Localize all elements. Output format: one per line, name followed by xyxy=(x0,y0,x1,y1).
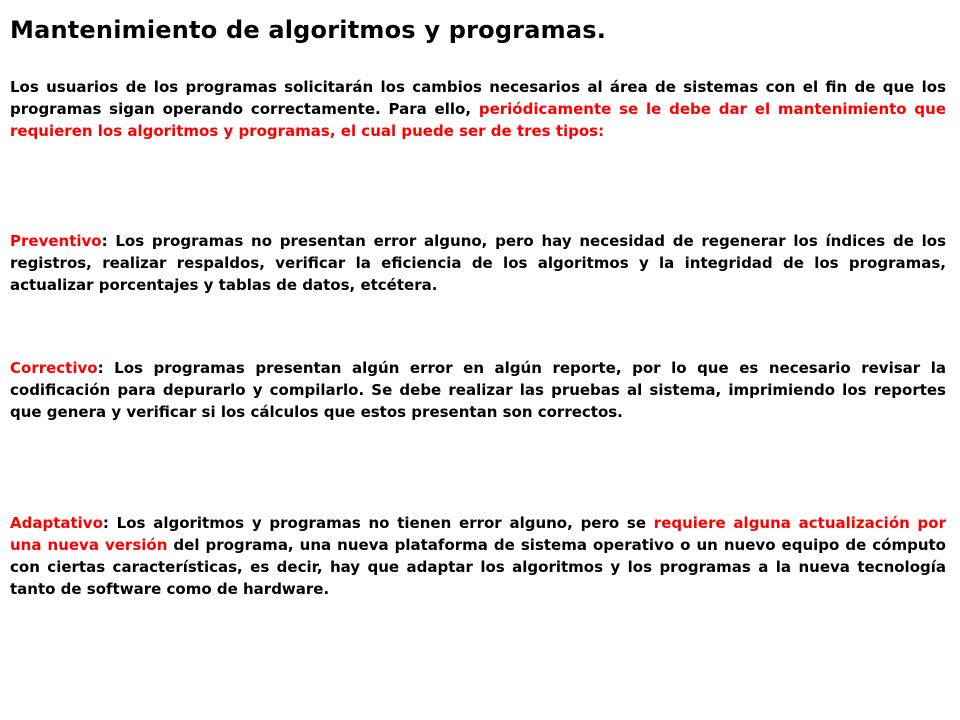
adaptativo-term: Adaptativo xyxy=(10,514,103,532)
adaptativo-highlight: requiere alguna actualización por una nueva versión xyxy=(10,514,946,554)
adaptativo-paragraph xyxy=(10,512,946,600)
correctivo-paragraph xyxy=(10,357,946,423)
preventivo-paragraph xyxy=(10,230,946,296)
intro-highlight: periódicamente se le debe dar el mantenimiento que requieren los algoritmos y programas, el cual puede ser de tres tipos: xyxy=(10,100,947,140)
correctivo-text: : Los programas presentan algún error en algún reporte, por lo que es necesario revisar la codificación para depurarlo y compilarlo. Se debe realizar las pruebas al sistema, imprimiendo los reportes que genera y verificar si los cálculos que estos presentan son correctos. xyxy=(10,359,946,421)
adaptativo-text-1: : Los algoritmos y programas no tienen error alguno, pero se xyxy=(102,514,654,532)
correctivo-term: Correctivo xyxy=(10,359,98,377)
preventivo-term: Preventivo xyxy=(10,232,102,250)
intro-paragraph xyxy=(10,76,946,142)
adaptativo-text-2: del programa, una nueva plataforma de sistema operativo o un nuevo equipo de cómputo con ciertas características, es decir, hay que adaptar los algoritmos y los programas a la nueva tecnología tanto de software como de hardware. xyxy=(10,536,946,598)
intro-text: Los usuarios de los programas solicitarán los cambios necesarios al área de sistemas con el fin de que los programas sigan operando correctamente. Para ello, xyxy=(10,78,946,118)
page-title: Mantenimiento de algoritmos y programas. xyxy=(10,16,607,44)
preventivo-text: : Los programas no presentan error alguno, pero hay necesidad de regenerar los índices de los registros, realizar respaldos, verificar la eficiencia de los algoritmos y la integridad de los programas, actualizar porcentajes y tablas de datos, etcétera. xyxy=(10,232,946,294)
